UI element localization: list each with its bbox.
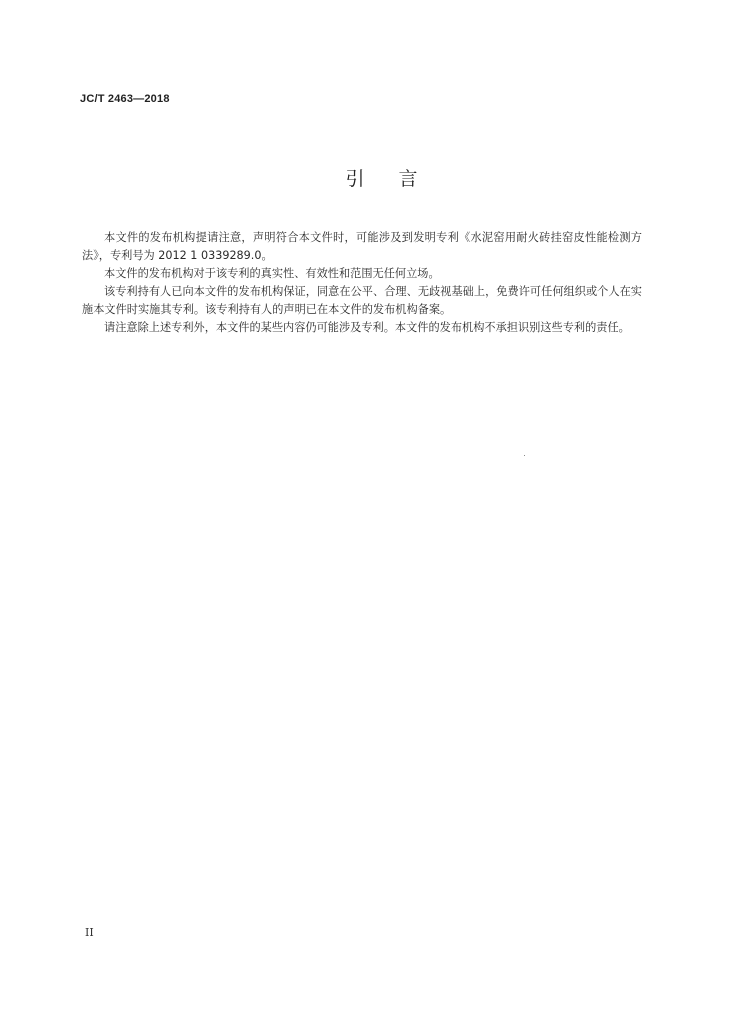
paragraph-disclaimer: 请注意除上述专利外，本文件的某些内容仍可能涉及专利。本文件的发布机构不承担识别这些专利的责任。 — [104, 321, 630, 334]
paragraph-license: 该专利持有人已向本文件的发布机构保证，同意在公平、合理、无歧视基础上，免费许可任何组织或个人在实施本文件时实施其专利。该专利持有人的声明已在本文件的发布机构备案。 — [82, 285, 642, 316]
body-text — [82, 229, 642, 337]
page-number: II — [85, 926, 94, 939]
page-title: 引言 — [345, 168, 452, 190]
stray-dot — [524, 455, 525, 456]
standard-code: JC/T 2463—2018 — [80, 93, 170, 105]
paragraph-patent-notice: 本文件的发布机构提请注意，声明符合本文件时，可能涉及到发明专利《水泥窑用耐火砖挂窑皮性能检测方法》，专利号为 2012 1 0339289.0。 — [82, 231, 642, 262]
paragraph-position: 本文件的发布机构对于该专利的真实性、有效性和范围无任何立场。 — [104, 267, 440, 280]
